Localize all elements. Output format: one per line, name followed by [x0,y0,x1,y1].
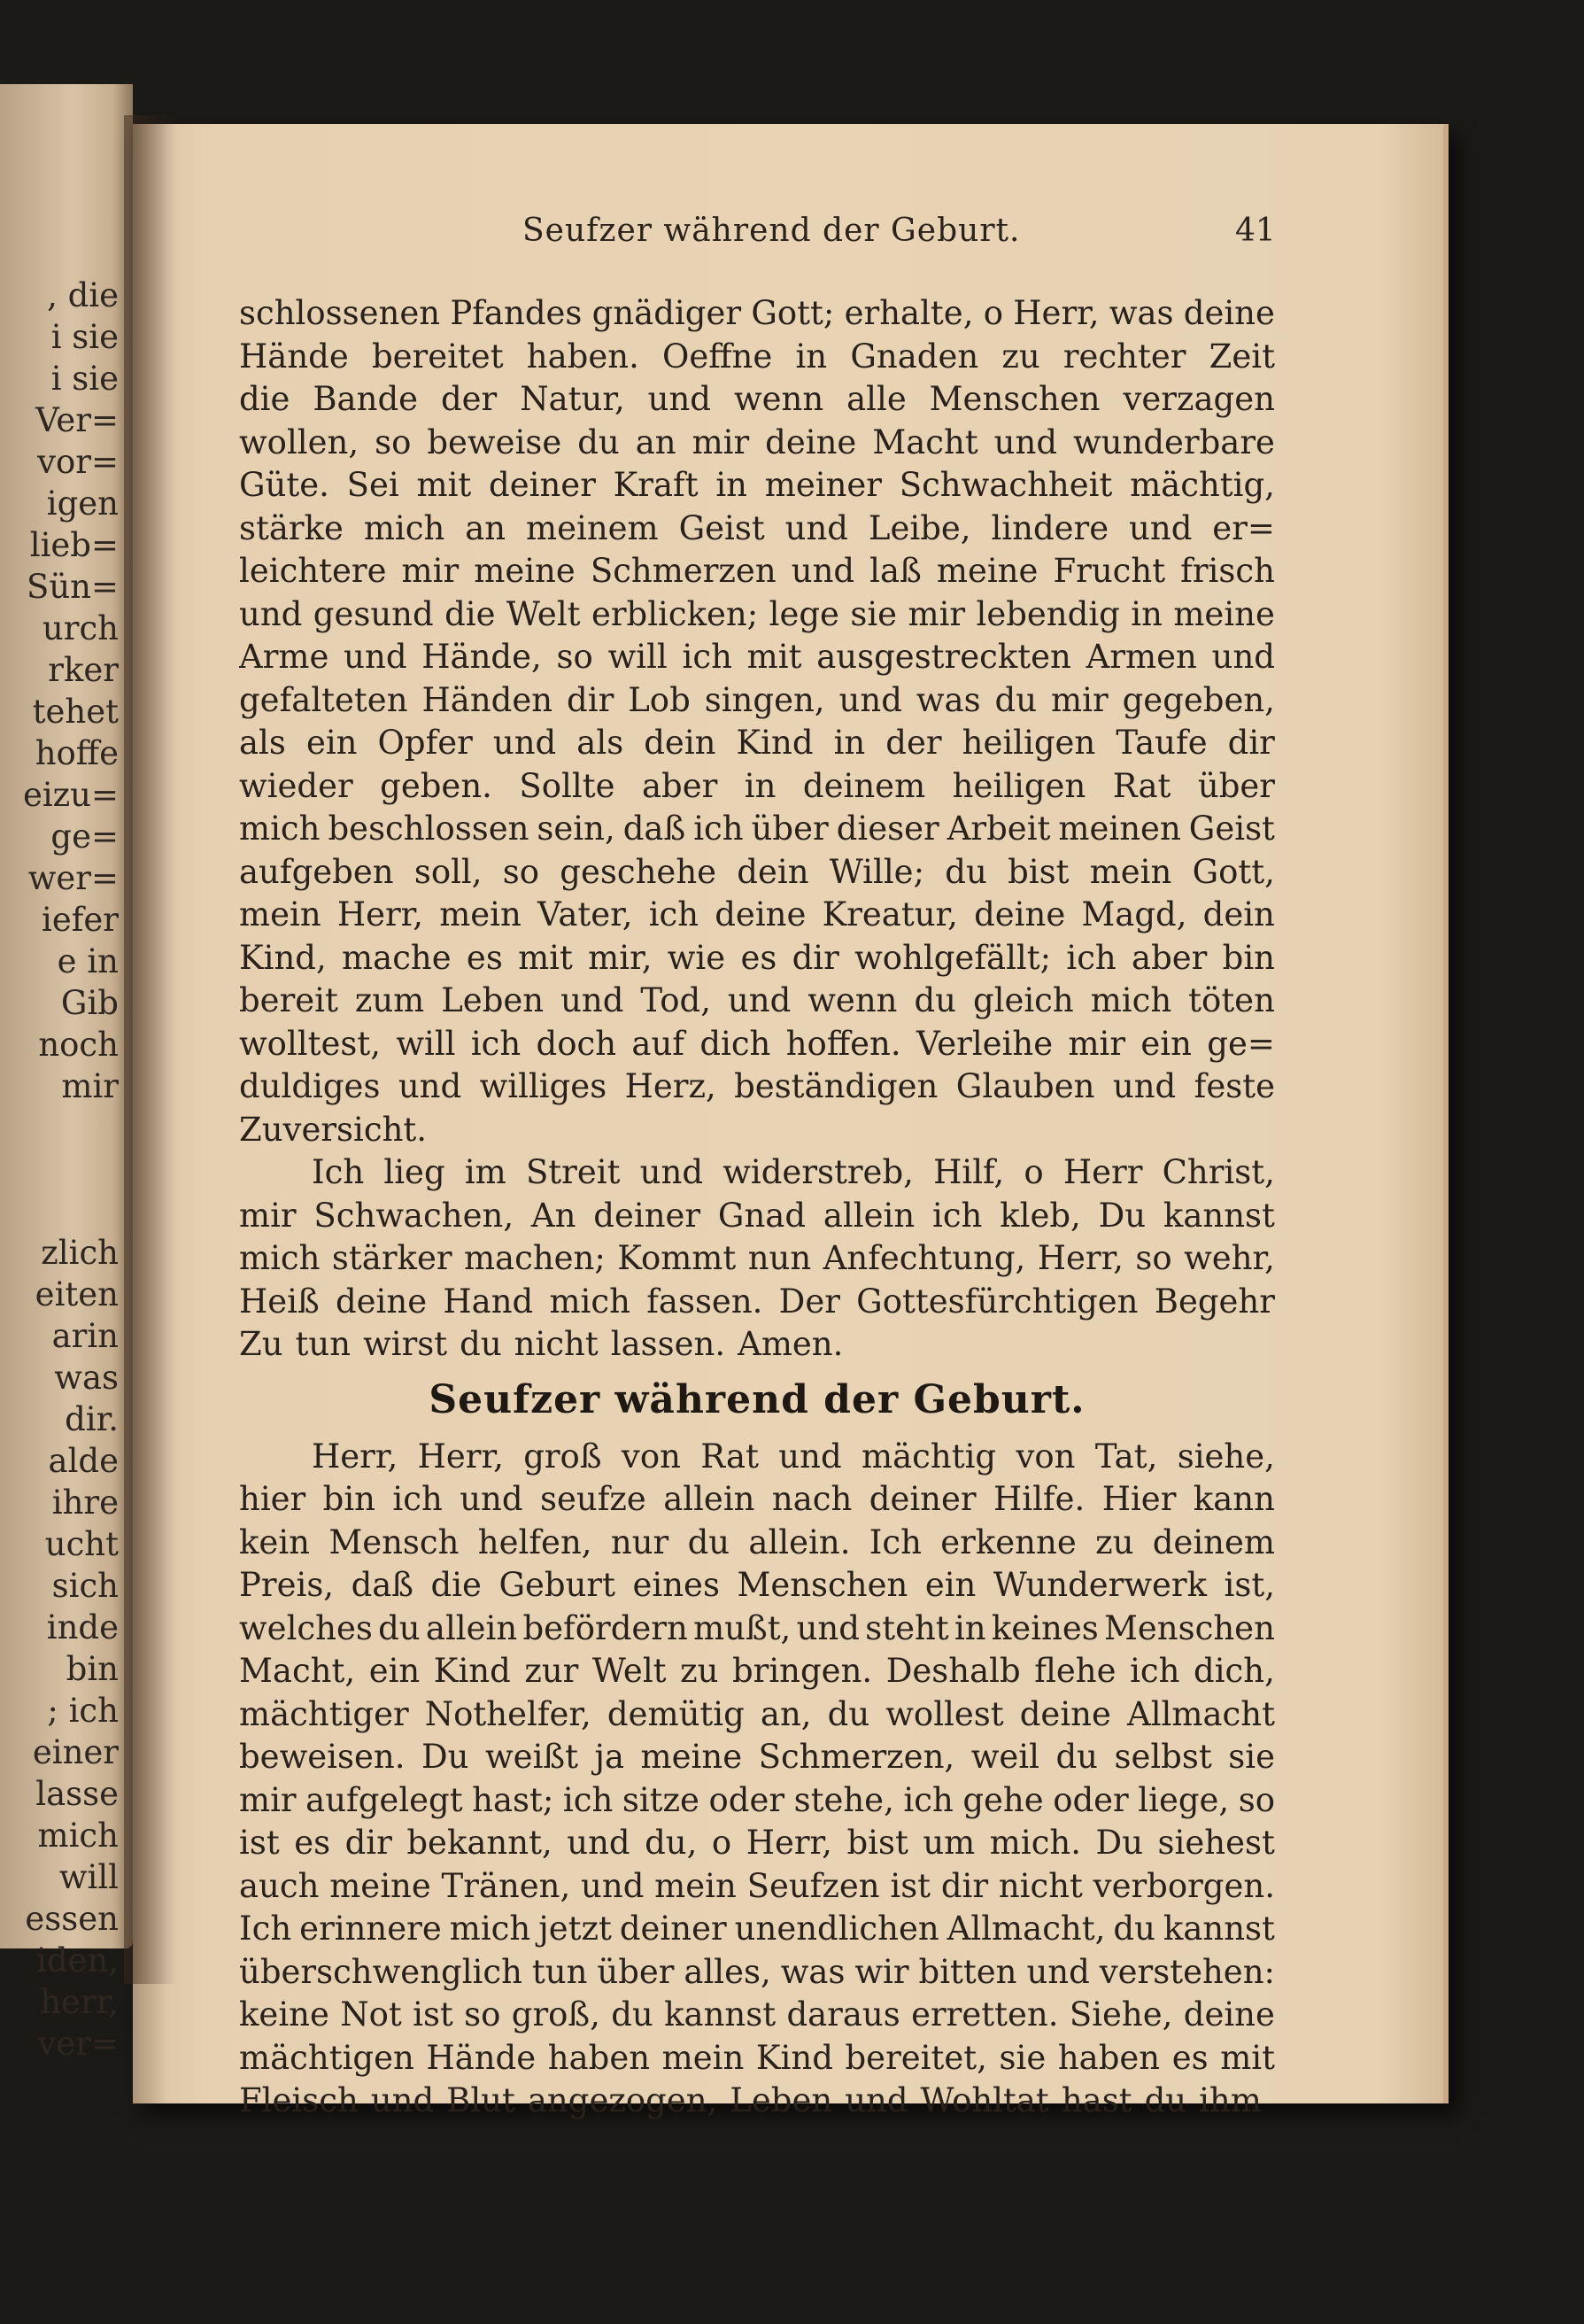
text-line: Güte. Sei mit deiner Kraft in meiner Schwachheit mächtig, [239,466,1275,504]
facing-page-fragment: noch [38,1026,119,1064]
text-line: überschwenglich tun über alles, was wir bitten und verstehen: [239,1952,1275,1991]
text-line: mein Herr, mein Vater, ich deine Kreatur, deine Magd, dein [239,895,1275,933]
facing-page-fragment: ihre [51,1483,119,1522]
facing-page-fragment: mir [61,1067,119,1105]
facing-page-fragment [23,1149,119,1190]
text-line: Herr, Herr, groß von Rat und mächtig von Tat, siehe, [312,1437,1275,1476]
text-line: auch meine Tränen, und mein Seufzen ist dir nicht verborgen. [239,1866,1275,1905]
facing-page-fragment: i sie [50,360,119,398]
facing-page-fragment: ver= [37,2025,119,2063]
facing-page-fragment: zlich [41,1234,119,1272]
text-line: bereit zum Leben und Tod, und wenn du gleich mich töten [239,981,1275,1019]
facing-page-fragment: eizu= [22,776,119,814]
text-line: mich stärker machen; Kommt nun Anfechtung, Herr, so wehr, [239,1239,1275,1277]
facing-page-fragment: einer [32,1733,119,1771]
text-line: Hände bereitet haben. Oeffne in Gnaden zu rechter Zeit [239,337,1275,376]
facing-page-fragment: vor= [37,443,119,481]
facing-page-fragment: urch [42,609,119,647]
facing-page-fragment: i sie [50,318,119,356]
facing-page-fragment: ucht [44,1525,119,1563]
paragraphs-after-heading [239,1437,1275,2125]
text-line: hier bin ich und seufze allein nach deiner Hilfe. Hier kann [239,1480,1275,1518]
facing-page-fragment: bin [66,1650,119,1688]
text-line: mir aufgelegt hast; ich sitze oder stehe, ich gehe oder liege, so [239,1780,1275,1819]
text-line: Arme und Hände, so will ich mit ausgestreckten Armen und [239,638,1275,676]
facing-page-fragment: mich [37,1817,119,1855]
facing-page-fragment: Ver= [35,401,119,439]
text-line: die Bande der Natur, und wenn alle Menschen verzagen [239,380,1275,418]
facing-page-fragment: herr, [40,1983,119,2021]
facing-page-fragment: ge= [50,817,119,856]
running-title: Seufzer während der Geburt. [522,213,1021,249]
facing-page-fragment: dir. [65,1400,119,1438]
section-heading: Seufzer während der Geburt. [429,1376,1086,1422]
page-number: 41 [1235,213,1276,249]
facing-page-fragment: iefer [41,901,119,939]
facing-page-fragment: ; ich [47,1692,119,1730]
facing-page-fragment: e in [57,942,119,980]
text-line: Zu tun wirst du nicht lassen. Amen. [239,1325,844,1363]
text-line: welches du allein befördern mußt, und steht in keines Menschen [239,1608,1275,1647]
text-line: leichtere mir meine Schmerzen und laß meine Frucht frisch [239,552,1275,590]
text-line: wolltest, will ich doch auf dich hoffen. Verleihe mir ein ge= [239,1024,1275,1063]
text-line: beweisen. Du weißt ja meine Schmerzen, weil du selbst sie [239,1738,1275,1776]
text-line: und gesund die Welt erblicken; lege sie mir lebendig in meine [239,594,1275,633]
text-line: mir Schwachen, An deiner Gnad allein ich kleb, Du kannst [239,1196,1275,1235]
text-line: Fleisch und Blut angezogen, Leben und Wohltat hast du ihm [239,2081,1262,2119]
text-line: aufgeben soll, so geschehe dein Wille; du bist mein Gott, [239,852,1275,891]
text-line: Preis, daß die Geburt eines Menschen ein Wunderwerk ist, [239,1566,1275,1604]
facing-page-fragment: iden, [35,1941,119,1979]
text-line: als ein Opfer und als dein Kind in der heiligen Taufe dir [239,724,1275,762]
facing-page-text-fragments [23,275,119,2064]
text-line: kein Mensch helfen, nur du allein. Ich erkenne zu deinem [239,1522,1275,1561]
text-line: wieder geben. Sollte aber in deinem heiligen Rat über [239,766,1275,805]
text-line: ist es dir bekannt, und du, o Herr, bist um mich. Du siehest [239,1824,1275,1862]
facing-page-fragment: arin [51,1317,119,1355]
text-line: schlossenen Pfandes gnädiger Gott; erhalte, o Herr, was deine [239,294,1275,332]
text-line: mich beschlossen sein, daß ich über dieser Arbeit meinen Geist [239,810,1275,848]
facing-page-edge [0,84,133,2063]
text-line: mächtigen Hände haben mein Kind bereitet, sie haben es mit [239,2038,1275,2077]
text-line: Ich lieg im Streit und widerstreb, Hilf, o Herr Christ, [312,1153,1275,1191]
facing-page-fragment: Gib [60,984,119,1022]
text-line: Ich erinnere mich jetzt deiner unendlichen Allmacht, du kannst [239,1910,1275,1948]
text-line: wollen, so beweise du an mir deine Macht und wunderbare [239,422,1275,461]
text-line: Zuversicht. [239,1110,428,1149]
paragraphs-before-heading [239,294,1275,1368]
facing-page-fragment: was [54,1359,119,1397]
facing-page-fragment: tehet [32,693,119,731]
facing-page-fragment: igen [46,484,119,523]
facing-page-fragment: will [58,1858,119,1896]
gutter-shadow [124,115,177,1984]
facing-page-fragment: hoffe [35,734,119,772]
facing-page-fragment: rker [48,651,119,689]
facing-page-fragment: inde [46,1608,119,1646]
text-line: stärke mich an meinem Geist und Leibe, lindere und er= [239,508,1275,547]
text-line: mächtiger Nothelfer, demütig an, du wollest deine Allmacht [239,1694,1275,1733]
text-line: Heiß deine Hand mich fassen. Der Gottesfürchtigen Begehr [239,1282,1275,1321]
facing-page-fragment: lieb= [29,526,119,564]
facing-page-fragment: sich [51,1567,119,1605]
facing-page-fragment: eiten [35,1275,119,1313]
facing-page-fragment [23,1107,119,1149]
text-line: gefalteten Händen dir Lob singen, und was du mir gegeben, [239,680,1275,719]
text-line: keine Not ist so groß, du kannst daraus erretten. Siehe, deine [239,1995,1275,2034]
book-page [133,124,1449,2119]
facing-page-fragment: lasse [35,1775,119,1813]
facing-page-fragment: essen [25,1900,119,1938]
text-line: Kind, mache es mit mir, wie es dir wohlgefällt; ich aber bin [239,938,1275,977]
facing-page-fragment: Sün= [26,568,119,606]
body-text [239,294,1275,2125]
facing-page-fragment: , die [47,276,119,314]
facing-page-fragment: alde [48,1442,119,1480]
text-line: duldiges und williges Herz, beständigen Glauben und feste [239,1067,1275,1105]
text-line: Macht, ein Kind zur Welt zu bringen. Deshalb flehe ich dich, [239,1652,1275,1690]
facing-page-fragment [23,1190,119,1232]
facing-page-fragment: wer= [27,859,119,897]
